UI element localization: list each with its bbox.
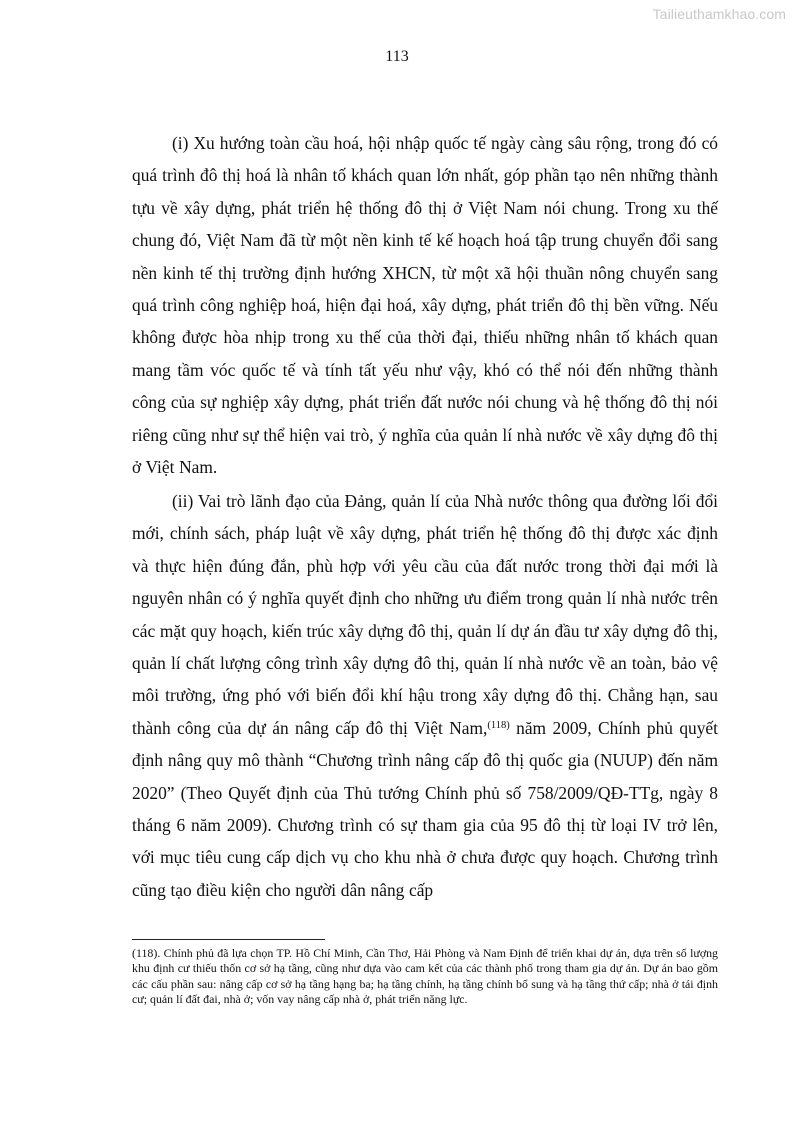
paragraph-1: (i) Xu hướng toàn cầu hoá, hội nhập quốc tế ngày càng sâu rộng, trong đó có quá trình đô thị hoá là nhân tố khách quan lớn nhất, góp phần tạo nên những thành tựu về xây dựng, phát triển hệ thống đô thị ở Việt Nam nói chung. Trong xu thế chung đó, Việt Nam đã từ một nền kinh tế kế hoạch hoá tập trung chuyển đổi sang nền kinh tế thị trường định hướng XHCN, từ một xã hội thuần nông chuyển sang quá trình công nghiệp hoá, hiện đại hoá, xây dựng, phát triển đô thị bền vững. Nếu không được hòa nhịp trong xu thế của thời đại, thiếu những nhân tố khách quan mang tầm vóc quốc tế và tính tất yếu như vậy, khó có thể nói đến những thành công của sự nghiệp xây dựng, phát triển đất nước nói chung và hệ thống đô thị nói riêng cũng như sự thể hiện vai trò, ý nghĩa của quản lí nhà nước về xây dựng đô thị ở Việt Nam. bbox=[132, 133, 718, 478]
paragraph-2-text-b: năm 2009, Chính phủ quyết định nâng quy mô thành “Chương trình nâng cấp đô thị quốc gia (NUUP) đến năm 2020” (Theo Quyết định của Thủ tướng Chính phủ số 758/2009/QĐ-TTg, ngày 8 tháng 6 năm 2009). Chương trình có sự tham gia của 95 đô thị từ loại IV trở lên, với mục tiêu cung cấp dịch vụ cho khu nhà ở chưa được quy hoạch. Chương trình cũng tạo điều kiện cho người dân nâng cấp bbox=[132, 717, 718, 900]
watermark: Tailieuthamkhao.com bbox=[652, 6, 786, 22]
footnote-ref-118[interactable]: (118) bbox=[487, 719, 510, 731]
paragraph-2-text-a: (ii) Vai trò lãnh đạo của Đảng, quản lí của Nhà nước thông qua đường lối đổi mới, chính sách, pháp luật về xây dựng, phát triển hệ thống đô thị được xác định và thực hiện đúng đắn, phù hợp với yêu cầu của đất nước trong thời đại mới là nguyên nhân có ý nghĩa quyết định cho những ưu điểm trong quản lí nhà nước trên các mặt quy hoạch, kiến trúc xây dựng đô thị, quản lí dự án đầu tư xây dựng đô thị, quản lí chất lượng công trình xây dựng đô thị, quản lí nhà nước về an toàn, bảo vệ môi trường, ứng phó với biến đổi khí hậu trong xây dựng đô thị. Chẳng hạn, sau thành công của dự án nâng cấp đô thị Việt Nam, bbox=[132, 491, 718, 738]
footnote-118: (118). Chính phủ đã lựa chọn TP. Hồ Chí Minh, Cần Thơ, Hải Phòng và Nam Định để triển khai dự án, dựa trên số lượng khu định cư thiếu thốn cơ sở hạ tầng, cũng như dựa vào cam kết của các thành phố trong tham gia dự án. Dự án bao gồm các cấu phần sau: nâng cấp cơ sở hạ tầng hạng ba; hạ tầng chính, hạ tầng chính bổ sung và hạ tầng thứ cấp; nhà ở tái định cư; quản lí đất đai, nhà ở; vốn vay nâng cấp nhà ở, phát triển năng lực. bbox=[132, 946, 718, 1006]
footnote-separator bbox=[132, 939, 325, 940]
page-number: 113 bbox=[385, 48, 409, 65]
paragraph-2 bbox=[132, 485, 718, 906]
